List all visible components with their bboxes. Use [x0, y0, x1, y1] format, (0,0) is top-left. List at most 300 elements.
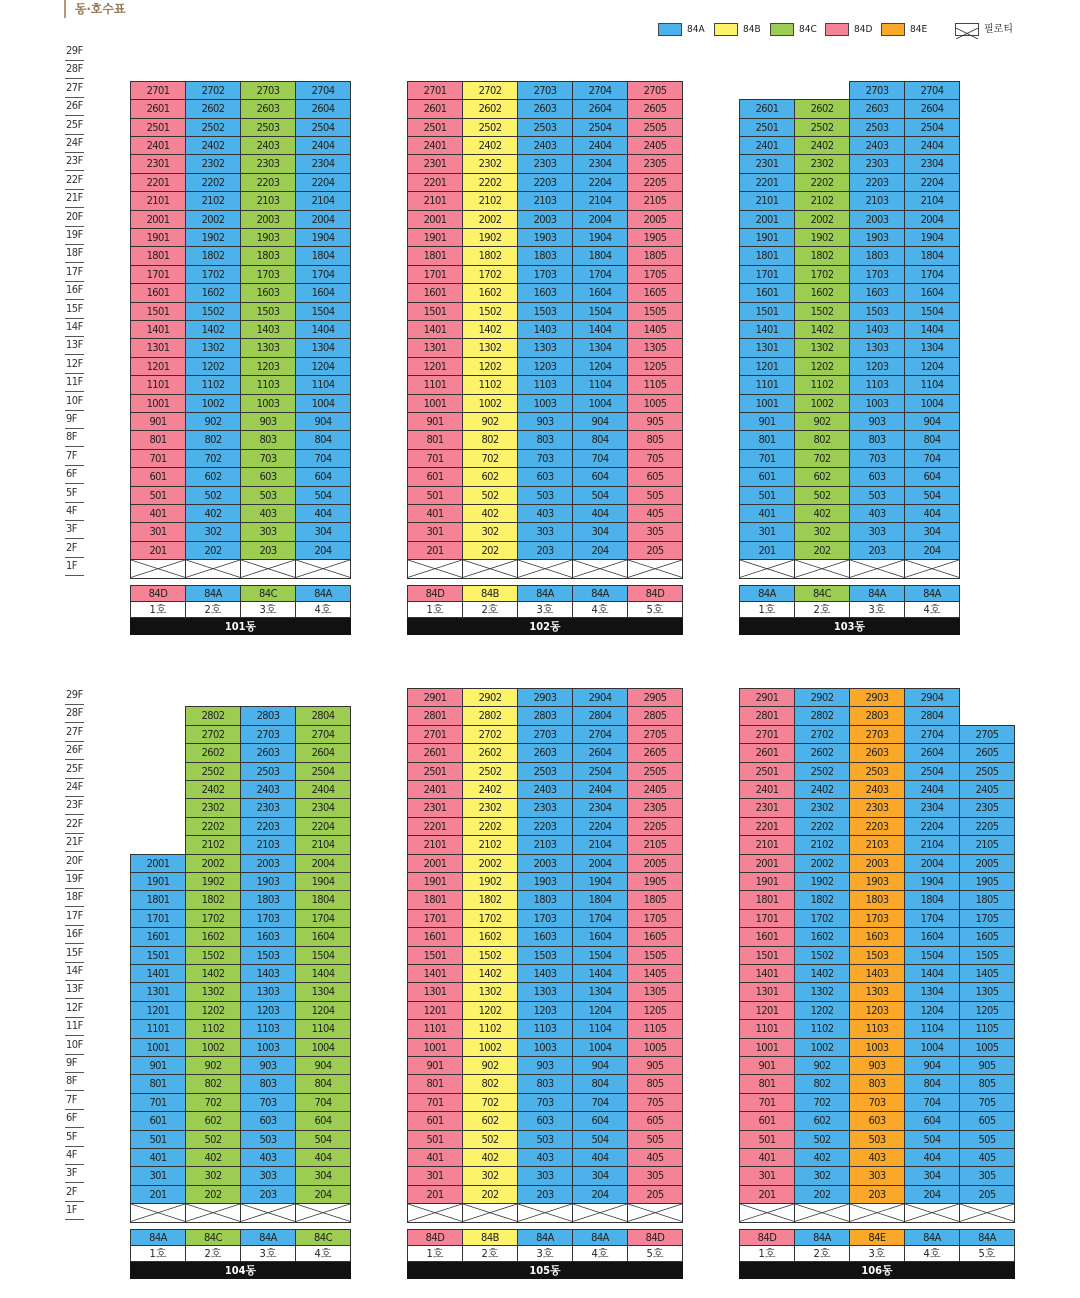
- unit-cell[interactable]: 1403: [517, 964, 573, 983]
- unit-cell[interactable]: 905: [959, 1056, 1015, 1075]
- unit-cell[interactable]: 2703: [849, 81, 905, 100]
- unit-cell[interactable]: 1503: [517, 302, 573, 321]
- unit-cell[interactable]: 404: [295, 504, 351, 523]
- unit-cell[interactable]: 1804: [295, 246, 351, 265]
- unit-cell[interactable]: 704: [295, 449, 351, 468]
- unit-cell[interactable]: 1204: [295, 357, 351, 376]
- unit-cell[interactable]: 901: [407, 1056, 463, 1075]
- unit-cell[interactable]: 1404: [572, 964, 628, 983]
- unit-cell[interactable]: 405: [959, 1148, 1015, 1167]
- unit-cell[interactable]: 704: [904, 449, 960, 468]
- unit-cell[interactable]: 2304: [572, 798, 628, 817]
- unit-cell[interactable]: 1704: [295, 909, 351, 928]
- unit-cell[interactable]: 2002: [794, 854, 850, 873]
- unit-cell[interactable]: 404: [295, 1148, 351, 1167]
- unit-cell[interactable]: 404: [904, 504, 960, 523]
- unit-cell[interactable]: 2503: [240, 762, 296, 781]
- unit-cell[interactable]: 2303: [240, 798, 296, 817]
- unit-cell[interactable]: 1702: [185, 909, 241, 928]
- unit-cell[interactable]: 701: [130, 449, 186, 468]
- unit-cell[interactable]: 2602: [794, 743, 850, 762]
- unit-cell[interactable]: 505: [959, 1130, 1015, 1149]
- unit-cell[interactable]: 1804: [572, 890, 628, 909]
- unit-cell[interactable]: 1003: [517, 394, 573, 413]
- unit-cell[interactable]: 2502: [185, 118, 241, 137]
- unit-cell[interactable]: 304: [572, 1166, 628, 1185]
- unit-cell[interactable]: 1802: [185, 890, 241, 909]
- unit-cell[interactable]: 1302: [185, 338, 241, 357]
- unit-cell[interactable]: 902: [185, 412, 241, 431]
- unit-cell[interactable]: 1905: [627, 228, 683, 247]
- unit-cell[interactable]: 1101: [407, 1019, 463, 1038]
- unit-cell[interactable]: 1004: [904, 1038, 960, 1057]
- unit-cell[interactable]: 1404: [904, 964, 960, 983]
- unit-cell[interactable]: 1202: [185, 1001, 241, 1020]
- unit-cell[interactable]: 2601: [739, 99, 795, 118]
- unit-cell[interactable]: 2301: [407, 798, 463, 817]
- unit-cell[interactable]: 2005: [627, 210, 683, 229]
- unit-cell[interactable]: 804: [572, 1074, 628, 1093]
- unit-cell[interactable]: 201: [130, 541, 186, 560]
- unit-cell[interactable]: 2504: [295, 762, 351, 781]
- unit-cell[interactable]: 1401: [407, 964, 463, 983]
- unit-cell[interactable]: 1902: [185, 872, 241, 891]
- unit-cell[interactable]: 1003: [240, 1038, 296, 1057]
- unit-cell[interactable]: 2902: [794, 688, 850, 707]
- unit-cell[interactable]: 1303: [849, 982, 905, 1001]
- unit-cell[interactable]: 702: [794, 1093, 850, 1112]
- unit-cell[interactable]: 2804: [904, 706, 960, 725]
- unit-cell[interactable]: 2004: [904, 210, 960, 229]
- unit-cell[interactable]: 603: [849, 467, 905, 486]
- unit-cell[interactable]: 2401: [407, 780, 463, 799]
- unit-cell[interactable]: 2103: [240, 191, 296, 210]
- unit-cell[interactable]: 405: [627, 504, 683, 523]
- unit-cell[interactable]: 1803: [517, 246, 573, 265]
- unit-cell[interactable]: 2805: [627, 706, 683, 725]
- unit-cell[interactable]: 502: [185, 486, 241, 505]
- unit-cell[interactable]: 1605: [959, 927, 1015, 946]
- unit-cell[interactable]: 403: [849, 504, 905, 523]
- unit-cell[interactable]: 802: [185, 430, 241, 449]
- unit-cell[interactable]: 2903: [849, 688, 905, 707]
- unit-cell[interactable]: 1204: [572, 357, 628, 376]
- unit-cell[interactable]: 301: [739, 522, 795, 541]
- unit-cell[interactable]: 205: [627, 1185, 683, 1204]
- unit-cell[interactable]: 1805: [627, 890, 683, 909]
- unit-cell[interactable]: 2301: [739, 154, 795, 173]
- unit-cell[interactable]: 1701: [739, 909, 795, 928]
- unit-cell[interactable]: 2104: [904, 835, 960, 854]
- unit-cell[interactable]: 2405: [959, 780, 1015, 799]
- unit-cell[interactable]: 205: [627, 541, 683, 560]
- unit-cell[interactable]: 202: [794, 541, 850, 560]
- unit-cell[interactable]: 2204: [295, 817, 351, 836]
- unit-cell[interactable]: 1901: [739, 872, 795, 891]
- unit-cell[interactable]: 1403: [517, 320, 573, 339]
- unit-cell[interactable]: 1205: [959, 1001, 1015, 1020]
- unit-cell[interactable]: 2501: [407, 118, 463, 137]
- unit-cell[interactable]: 1405: [627, 964, 683, 983]
- unit-cell[interactable]: 1003: [849, 1038, 905, 1057]
- unit-cell[interactable]: 2002: [794, 210, 850, 229]
- unit-cell[interactable]: 1301: [739, 338, 795, 357]
- unit-cell[interactable]: 1802: [462, 246, 518, 265]
- unit-cell[interactable]: 401: [739, 1148, 795, 1167]
- unit-cell[interactable]: 2703: [240, 81, 296, 100]
- unit-cell[interactable]: 604: [295, 1111, 351, 1130]
- unit-cell[interactable]: 1304: [904, 982, 960, 1001]
- unit-cell[interactable]: 2403: [240, 136, 296, 155]
- unit-cell[interactable]: 2404: [295, 136, 351, 155]
- unit-cell[interactable]: 1703: [240, 909, 296, 928]
- unit-cell[interactable]: 701: [739, 449, 795, 468]
- unit-cell[interactable]: 2502: [794, 762, 850, 781]
- unit-cell[interactable]: 1704: [295, 265, 351, 284]
- unit-cell[interactable]: 1703: [849, 909, 905, 928]
- unit-cell[interactable]: 1503: [240, 946, 296, 965]
- unit-cell[interactable]: 604: [904, 1111, 960, 1130]
- unit-cell[interactable]: 2603: [240, 99, 296, 118]
- unit-cell[interactable]: 1502: [185, 946, 241, 965]
- unit-cell[interactable]: 404: [904, 1148, 960, 1167]
- unit-cell[interactable]: 2201: [407, 817, 463, 836]
- unit-cell[interactable]: 2704: [295, 725, 351, 744]
- unit-cell[interactable]: 903: [240, 412, 296, 431]
- unit-cell[interactable]: 2804: [295, 706, 351, 725]
- unit-cell[interactable]: 2803: [240, 706, 296, 725]
- unit-cell[interactable]: 1501: [739, 302, 795, 321]
- unit-cell[interactable]: 1405: [959, 964, 1015, 983]
- unit-cell[interactable]: 1701: [407, 909, 463, 928]
- unit-cell[interactable]: 703: [849, 449, 905, 468]
- unit-cell[interactable]: 2904: [572, 688, 628, 707]
- unit-cell[interactable]: 701: [739, 1093, 795, 1112]
- unit-cell[interactable]: 2404: [572, 136, 628, 155]
- unit-cell[interactable]: 2302: [185, 798, 241, 817]
- unit-cell[interactable]: 2503: [517, 118, 573, 137]
- unit-cell[interactable]: 604: [295, 467, 351, 486]
- unit-cell[interactable]: 1901: [407, 872, 463, 891]
- unit-cell[interactable]: 2202: [185, 173, 241, 192]
- unit-cell[interactable]: 2305: [627, 798, 683, 817]
- unit-cell[interactable]: 2204: [295, 173, 351, 192]
- unit-cell[interactable]: 905: [627, 1056, 683, 1075]
- unit-cell[interactable]: 1703: [517, 265, 573, 284]
- unit-cell[interactable]: 1401: [739, 964, 795, 983]
- unit-cell[interactable]: 1103: [517, 1019, 573, 1038]
- unit-cell[interactable]: 2903: [517, 688, 573, 707]
- unit-cell[interactable]: 2705: [627, 81, 683, 100]
- unit-cell[interactable]: 2603: [849, 743, 905, 762]
- unit-cell[interactable]: 2904: [904, 688, 960, 707]
- unit-cell[interactable]: 2504: [295, 118, 351, 137]
- unit-cell[interactable]: 2101: [407, 835, 463, 854]
- unit-cell[interactable]: 1005: [627, 394, 683, 413]
- unit-cell[interactable]: 1004: [572, 1038, 628, 1057]
- unit-cell[interactable]: 2103: [517, 835, 573, 854]
- unit-cell[interactable]: 1601: [407, 927, 463, 946]
- unit-cell[interactable]: 1205: [627, 357, 683, 376]
- unit-cell[interactable]: 1402: [794, 964, 850, 983]
- unit-cell[interactable]: 1203: [517, 1001, 573, 1020]
- unit-cell[interactable]: 1004: [572, 394, 628, 413]
- unit-cell[interactable]: 402: [462, 504, 518, 523]
- unit-cell[interactable]: 1603: [240, 927, 296, 946]
- unit-cell[interactable]: 201: [130, 1185, 186, 1204]
- unit-cell[interactable]: 1802: [462, 890, 518, 909]
- unit-cell[interactable]: 2402: [185, 780, 241, 799]
- unit-cell[interactable]: 1703: [849, 265, 905, 284]
- unit-cell[interactable]: 703: [240, 449, 296, 468]
- unit-cell[interactable]: 2003: [517, 854, 573, 873]
- unit-cell[interactable]: 1201: [739, 1001, 795, 1020]
- unit-cell[interactable]: 1903: [240, 228, 296, 247]
- unit-cell[interactable]: 1801: [407, 890, 463, 909]
- unit-cell[interactable]: 1801: [130, 890, 186, 909]
- unit-cell[interactable]: 1303: [240, 338, 296, 357]
- unit-cell[interactable]: 2101: [407, 191, 463, 210]
- unit-cell[interactable]: 1501: [739, 946, 795, 965]
- unit-cell[interactable]: 2302: [185, 154, 241, 173]
- unit-cell[interactable]: 1505: [627, 302, 683, 321]
- unit-cell[interactable]: 401: [739, 504, 795, 523]
- unit-cell[interactable]: 601: [739, 467, 795, 486]
- unit-cell[interactable]: 2703: [517, 81, 573, 100]
- unit-cell[interactable]: 2701: [407, 81, 463, 100]
- unit-cell[interactable]: 1601: [739, 927, 795, 946]
- unit-cell[interactable]: 201: [407, 541, 463, 560]
- unit-cell[interactable]: 2603: [517, 99, 573, 118]
- unit-cell[interactable]: 504: [572, 486, 628, 505]
- unit-cell[interactable]: 1501: [407, 302, 463, 321]
- unit-cell[interactable]: 1402: [462, 964, 518, 983]
- unit-cell[interactable]: 1102: [462, 1019, 518, 1038]
- unit-cell[interactable]: 704: [572, 449, 628, 468]
- unit-cell[interactable]: 2901: [407, 688, 463, 707]
- unit-cell[interactable]: 1904: [295, 228, 351, 247]
- unit-cell[interactable]: 1402: [185, 320, 241, 339]
- unit-cell[interactable]: 1203: [240, 1001, 296, 1020]
- unit-cell[interactable]: 2402: [794, 780, 850, 799]
- unit-cell[interactable]: 1003: [517, 1038, 573, 1057]
- unit-cell[interactable]: 1302: [462, 982, 518, 1001]
- unit-cell[interactable]: 802: [462, 1074, 518, 1093]
- unit-cell[interactable]: 1001: [407, 394, 463, 413]
- unit-cell[interactable]: 1604: [904, 927, 960, 946]
- unit-cell[interactable]: 1503: [849, 946, 905, 965]
- unit-cell[interactable]: 301: [130, 1166, 186, 1185]
- unit-cell[interactable]: 2102: [185, 835, 241, 854]
- unit-cell[interactable]: 2702: [185, 725, 241, 744]
- unit-cell[interactable]: 2205: [959, 817, 1015, 836]
- unit-cell[interactable]: 204: [904, 541, 960, 560]
- unit-cell[interactable]: 505: [627, 486, 683, 505]
- unit-cell[interactable]: 1502: [462, 302, 518, 321]
- unit-cell[interactable]: 1704: [572, 909, 628, 928]
- unit-cell[interactable]: 1901: [739, 228, 795, 247]
- unit-cell[interactable]: 2001: [130, 210, 186, 229]
- unit-cell[interactable]: 303: [517, 1166, 573, 1185]
- unit-cell[interactable]: 2602: [462, 743, 518, 762]
- unit-cell[interactable]: 1403: [240, 964, 296, 983]
- unit-cell[interactable]: 2304: [904, 798, 960, 817]
- unit-cell[interactable]: 1304: [904, 338, 960, 357]
- unit-cell[interactable]: 403: [240, 504, 296, 523]
- unit-cell[interactable]: 2404: [295, 780, 351, 799]
- unit-cell[interactable]: 2901: [739, 688, 795, 707]
- unit-cell[interactable]: 2102: [794, 835, 850, 854]
- unit-cell[interactable]: 1104: [295, 375, 351, 394]
- unit-cell[interactable]: 2204: [904, 173, 960, 192]
- unit-cell[interactable]: 904: [572, 412, 628, 431]
- unit-cell[interactable]: 1202: [462, 1001, 518, 1020]
- unit-cell[interactable]: 2403: [240, 780, 296, 799]
- unit-cell[interactable]: 1805: [627, 246, 683, 265]
- unit-cell[interactable]: 1902: [794, 228, 850, 247]
- unit-cell[interactable]: 1201: [407, 1001, 463, 1020]
- unit-cell[interactable]: 2704: [904, 725, 960, 744]
- unit-cell[interactable]: 602: [462, 1111, 518, 1130]
- unit-cell[interactable]: 2703: [240, 725, 296, 744]
- unit-cell[interactable]: 2001: [407, 854, 463, 873]
- unit-cell[interactable]: 1101: [130, 1019, 186, 1038]
- unit-cell[interactable]: 1802: [794, 890, 850, 909]
- unit-cell[interactable]: 1102: [794, 375, 850, 394]
- unit-cell[interactable]: 1401: [407, 320, 463, 339]
- unit-cell[interactable]: 603: [849, 1111, 905, 1130]
- unit-cell[interactable]: 2702: [794, 725, 850, 744]
- unit-cell[interactable]: 1903: [240, 872, 296, 891]
- unit-cell[interactable]: 1204: [572, 1001, 628, 1020]
- unit-cell[interactable]: 504: [295, 1130, 351, 1149]
- unit-cell[interactable]: 401: [407, 1148, 463, 1167]
- unit-cell[interactable]: 1904: [572, 872, 628, 891]
- unit-cell[interactable]: 705: [959, 1093, 1015, 1112]
- unit-cell[interactable]: 603: [517, 467, 573, 486]
- unit-cell[interactable]: 2203: [517, 817, 573, 836]
- unit-cell[interactable]: 305: [627, 522, 683, 541]
- unit-cell[interactable]: 2203: [849, 173, 905, 192]
- unit-cell[interactable]: 2001: [407, 210, 463, 229]
- unit-cell[interactable]: 2101: [739, 835, 795, 854]
- unit-cell[interactable]: 2503: [849, 118, 905, 137]
- unit-cell[interactable]: 305: [627, 1166, 683, 1185]
- unit-cell[interactable]: 902: [794, 1056, 850, 1075]
- unit-cell[interactable]: 302: [794, 522, 850, 541]
- unit-cell[interactable]: 2605: [627, 743, 683, 762]
- unit-cell[interactable]: 702: [794, 449, 850, 468]
- unit-cell[interactable]: 2505: [959, 762, 1015, 781]
- unit-cell[interactable]: 202: [794, 1185, 850, 1204]
- unit-cell[interactable]: 902: [462, 412, 518, 431]
- unit-cell[interactable]: 1704: [904, 909, 960, 928]
- unit-cell[interactable]: 2102: [794, 191, 850, 210]
- unit-cell[interactable]: 1201: [407, 357, 463, 376]
- unit-cell[interactable]: 1201: [130, 357, 186, 376]
- unit-cell[interactable]: 1002: [185, 394, 241, 413]
- unit-cell[interactable]: 1402: [462, 320, 518, 339]
- unit-cell[interactable]: 503: [517, 1130, 573, 1149]
- unit-cell[interactable]: 303: [240, 1166, 296, 1185]
- unit-cell[interactable]: 604: [572, 1111, 628, 1130]
- unit-cell[interactable]: 1902: [185, 228, 241, 247]
- unit-cell[interactable]: 703: [517, 449, 573, 468]
- unit-cell[interactable]: 2004: [572, 854, 628, 873]
- unit-cell[interactable]: 1002: [462, 394, 518, 413]
- unit-cell[interactable]: 701: [407, 1093, 463, 1112]
- unit-cell[interactable]: 905: [627, 412, 683, 431]
- unit-cell[interactable]: 802: [185, 1074, 241, 1093]
- unit-cell[interactable]: 2504: [572, 118, 628, 137]
- unit-cell[interactable]: 1601: [130, 283, 186, 302]
- unit-cell[interactable]: 301: [130, 522, 186, 541]
- unit-cell[interactable]: 302: [462, 1166, 518, 1185]
- unit-cell[interactable]: 2601: [739, 743, 795, 762]
- unit-cell[interactable]: 903: [240, 1056, 296, 1075]
- unit-cell[interactable]: 201: [739, 1185, 795, 1204]
- unit-cell[interactable]: 2601: [130, 99, 186, 118]
- unit-cell[interactable]: 1302: [462, 338, 518, 357]
- unit-cell[interactable]: 504: [295, 486, 351, 505]
- unit-cell[interactable]: 1003: [849, 394, 905, 413]
- unit-cell[interactable]: 1204: [904, 1001, 960, 1020]
- unit-cell[interactable]: 2701: [130, 81, 186, 100]
- unit-cell[interactable]: 1705: [627, 909, 683, 928]
- unit-cell[interactable]: 1305: [627, 338, 683, 357]
- unit-cell[interactable]: 2303: [849, 154, 905, 173]
- unit-cell[interactable]: 302: [462, 522, 518, 541]
- unit-cell[interactable]: 2304: [572, 154, 628, 173]
- unit-cell[interactable]: 1403: [849, 320, 905, 339]
- unit-cell[interactable]: 2005: [959, 854, 1015, 873]
- unit-cell[interactable]: 2301: [407, 154, 463, 173]
- unit-cell[interactable]: 801: [130, 430, 186, 449]
- unit-cell[interactable]: 1803: [240, 890, 296, 909]
- unit-cell[interactable]: 2604: [904, 99, 960, 118]
- unit-cell[interactable]: 1702: [794, 909, 850, 928]
- unit-cell[interactable]: 903: [849, 412, 905, 431]
- unit-cell[interactable]: 2104: [572, 191, 628, 210]
- unit-cell[interactable]: 1203: [849, 357, 905, 376]
- unit-cell[interactable]: 1304: [295, 982, 351, 1001]
- unit-cell[interactable]: 2704: [572, 725, 628, 744]
- unit-cell[interactable]: 501: [407, 1130, 463, 1149]
- unit-cell[interactable]: 1001: [407, 1038, 463, 1057]
- unit-cell[interactable]: 1203: [849, 1001, 905, 1020]
- unit-cell[interactable]: 2402: [462, 136, 518, 155]
- unit-cell[interactable]: 2603: [240, 743, 296, 762]
- unit-cell[interactable]: 1103: [517, 375, 573, 394]
- unit-cell[interactable]: 605: [959, 1111, 1015, 1130]
- unit-cell[interactable]: 2504: [904, 762, 960, 781]
- unit-cell[interactable]: 1104: [572, 375, 628, 394]
- unit-cell[interactable]: 305: [959, 1166, 1015, 1185]
- unit-cell[interactable]: 1203: [517, 357, 573, 376]
- unit-cell[interactable]: 1101: [407, 375, 463, 394]
- unit-cell[interactable]: 1302: [185, 982, 241, 1001]
- unit-cell[interactable]: 2003: [849, 210, 905, 229]
- unit-cell[interactable]: 1605: [627, 283, 683, 302]
- unit-cell[interactable]: 1305: [959, 982, 1015, 1001]
- unit-cell[interactable]: 1301: [130, 982, 186, 1001]
- unit-cell[interactable]: 1604: [295, 283, 351, 302]
- unit-cell[interactable]: 1502: [462, 946, 518, 965]
- unit-cell[interactable]: 2905: [627, 688, 683, 707]
- unit-cell[interactable]: 2503: [517, 762, 573, 781]
- unit-cell[interactable]: 2605: [627, 99, 683, 118]
- unit-cell[interactable]: 1702: [185, 265, 241, 284]
